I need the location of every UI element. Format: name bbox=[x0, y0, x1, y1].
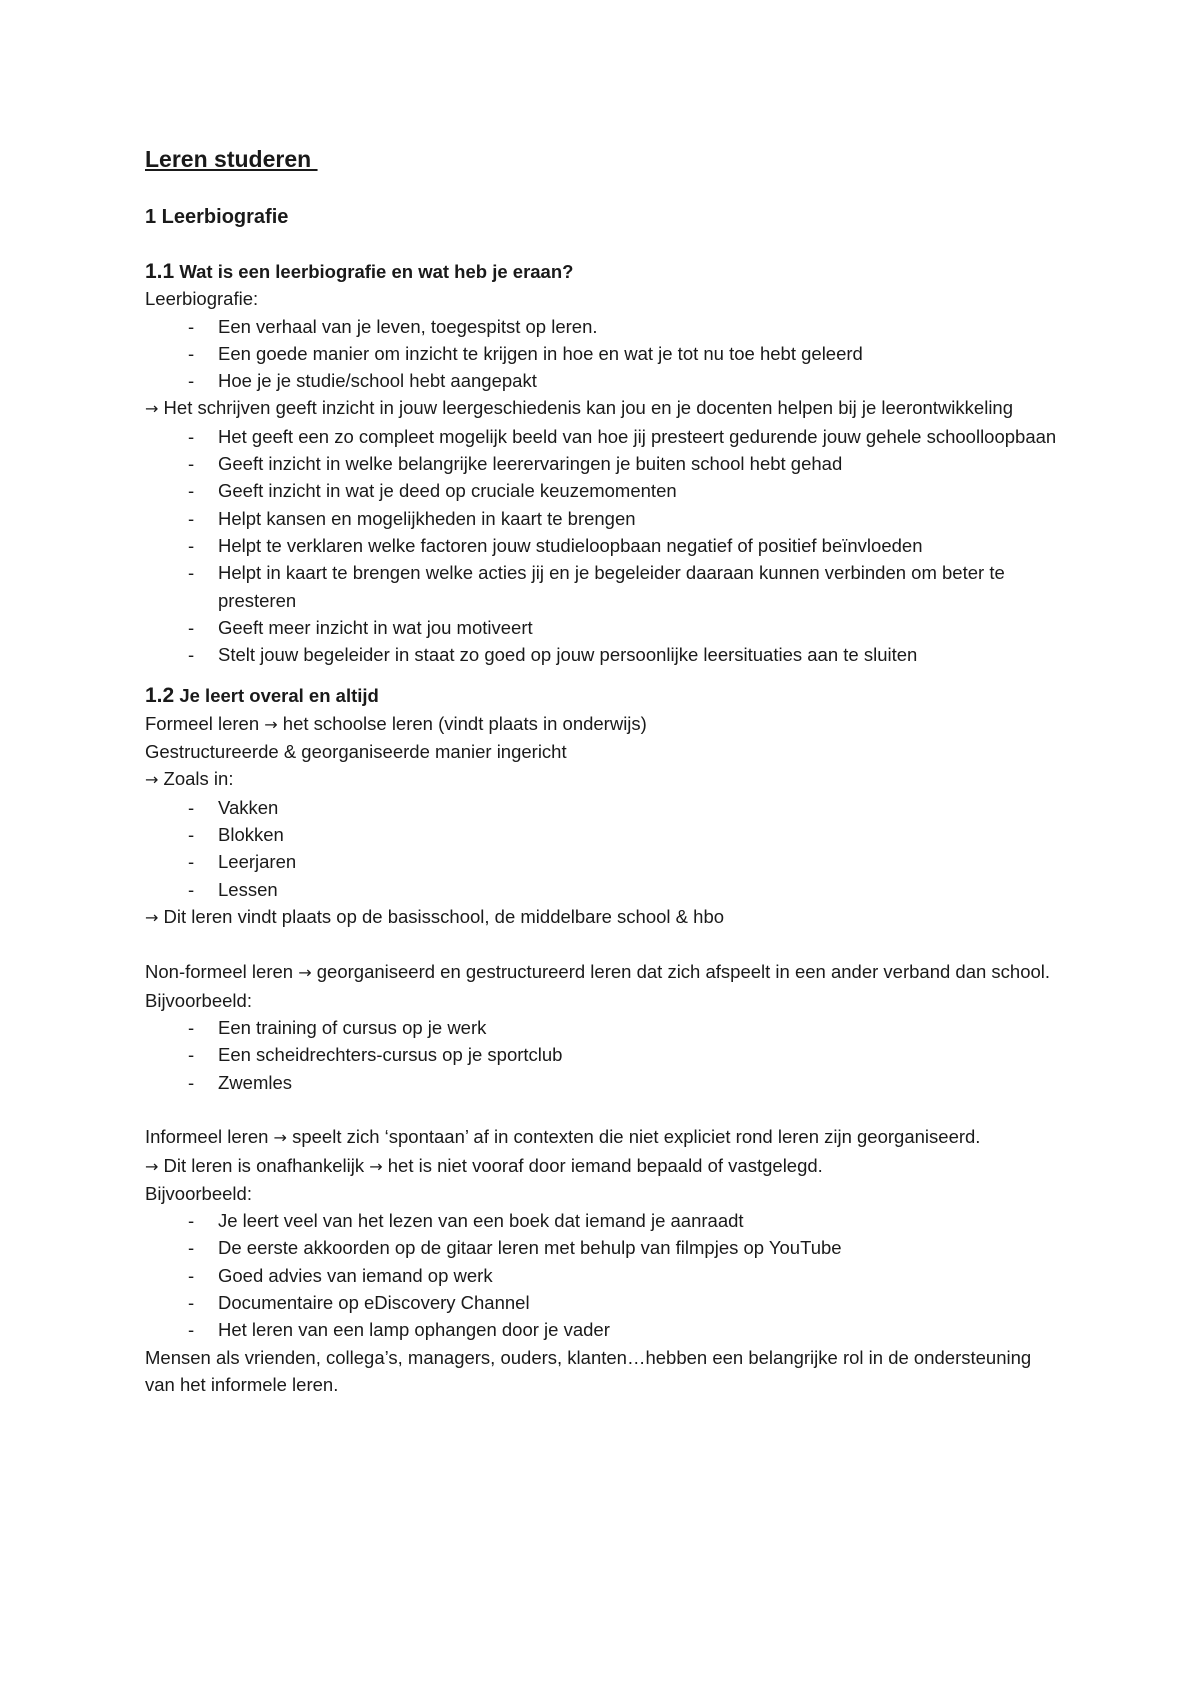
list-item: - Leerjaren bbox=[145, 848, 1065, 875]
benefits-list bbox=[145, 423, 1065, 669]
list-item: - Het leren van een lamp ophangen door je vader bbox=[145, 1316, 1065, 1343]
section-1-2-title: Je leert overal en altijd bbox=[174, 685, 379, 707]
example-label: Bijvoorbeeld: bbox=[145, 1182, 252, 1204]
formal-description: Gestructureerde & georganiseerde manier ingericht bbox=[145, 741, 567, 763]
formal-definition bbox=[145, 710, 1065, 738]
formal-list bbox=[145, 794, 1065, 903]
right-arrow-icon: → bbox=[145, 770, 159, 790]
list-item: - Het geeft een zo compleet mogelijk beeld van hoe jij presteert gedurende jouw gehele schoolloopbaan bbox=[145, 423, 1065, 450]
leerbiografie-term: Leerbiografie: bbox=[145, 288, 259, 310]
informal-independent bbox=[145, 1152, 1065, 1180]
list-item: - Zwemles bbox=[145, 1069, 1065, 1096]
list-item: - Je leert veel van het lezen van een boek dat iemand je aanraadt bbox=[145, 1207, 1065, 1234]
list-item: - Geeft meer inzicht in wat jou motiveert bbox=[145, 614, 1065, 641]
list-item: - Helpt kansen en mogelijkheden in kaart te brengen bbox=[145, 505, 1065, 532]
informal-independent-text: Dit leren is onafhankelijk bbox=[158, 1154, 370, 1176]
list-item: - Stelt jouw begeleider in staat zo goed op jouw persoonlijke leersituaties aan te sluiten bbox=[145, 641, 1065, 668]
list-item: - Goed advies van iemand op werk bbox=[145, 1262, 1065, 1289]
nonformal-definition bbox=[145, 958, 1065, 986]
section-1-1-title: Wat is een leerbiografie en wat heb je eraan? bbox=[174, 261, 574, 282]
zoals-text: Zoals in: bbox=[158, 768, 234, 790]
informal-text: speelt zich ‘spontaan’ af in contexten die niet expliciet rond leren zijn georganiseerd. bbox=[286, 1126, 981, 1148]
right-arrow-icon: → bbox=[145, 399, 159, 419]
list-item: - Een goede manier om inzicht te krijgen in hoe en wat je tot nu toe hebt geleerd bbox=[145, 340, 1065, 367]
section-1-2-number: 1.2 bbox=[145, 684, 175, 708]
informal-definition bbox=[145, 1123, 1065, 1151]
document-title: Leren studeren bbox=[145, 146, 318, 172]
formal-term: Formeel leren bbox=[145, 712, 265, 734]
list-item: - Hoe je je studie/school hebt aangepakt bbox=[145, 367, 1065, 394]
right-arrow-icon: → bbox=[145, 1156, 159, 1176]
list-item: - Vakken bbox=[145, 794, 1065, 821]
chapter-heading: 1 Leerbiografie bbox=[145, 206, 289, 228]
closing-paragraph: Mensen als vrienden, collega’s, managers, ouders, klanten…hebben een belangrijke rol in de ondersteuning van het informele leren. bbox=[145, 1346, 1032, 1395]
section-1-2-heading bbox=[145, 682, 1065, 709]
zoals-in bbox=[145, 765, 1065, 793]
list-item: - Helpt te verklaren welke factoren jouw studieloopbaan negatief of positief beïnvloeden bbox=[145, 532, 1065, 559]
right-arrow-icon: → bbox=[369, 1156, 383, 1176]
right-arrow-icon: → bbox=[273, 1128, 287, 1148]
nonformal-list bbox=[145, 1014, 1065, 1096]
list-item: - Een scheidrechters-cursus op je sportclub bbox=[145, 1041, 1065, 1068]
right-arrow-icon: → bbox=[145, 907, 159, 927]
nonformal-text: georganiseerd en gestructureerd leren dat zich afspeelt in een ander verband dan school. bbox=[311, 961, 1051, 983]
list-item: - Een verhaal van je leven, toegespitst op leren. bbox=[145, 313, 1065, 340]
formal-where bbox=[145, 903, 1065, 931]
formal-where-text: Dit leren vindt plaats op de basisschool, de middelbare school & hbo bbox=[158, 905, 725, 927]
document-content bbox=[145, 144, 1065, 1398]
formal-text: het schoolse leren (vindt plaats in onderwijs) bbox=[277, 712, 647, 734]
list-item: - De eerste akkoorden op de gitaar leren met behulp van filmpjes op YouTube bbox=[145, 1234, 1065, 1261]
list-item: - Helpt in kaart te brengen welke acties jij en je begeleider daaraan kunnen verbinden om beter te presteren bbox=[145, 559, 1065, 614]
list-item: - Blokken bbox=[145, 821, 1065, 848]
informal-term: Informeel leren bbox=[145, 1126, 274, 1148]
insight-paragraph bbox=[145, 394, 1065, 422]
definition-list bbox=[145, 313, 1065, 395]
right-arrow-icon: → bbox=[298, 963, 312, 983]
list-item: - Geeft inzicht in welke belangrijke leerervaringen je buiten school hebt gehad bbox=[145, 450, 1065, 477]
insight-text: Het schrijven geeft inzicht in jouw leergeschiedenis kan jou en je docenten helpen bij je leerontwikkeling bbox=[158, 397, 1014, 419]
informal-independent-detail: het is niet vooraf door iemand bepaald of vastgelegd. bbox=[382, 1154, 823, 1176]
right-arrow-icon: → bbox=[264, 714, 278, 734]
list-item: - Documentaire op eDiscovery Channel bbox=[145, 1289, 1065, 1316]
nonformal-term: Non-formeel leren bbox=[145, 961, 299, 983]
example-label: Bijvoorbeeld: bbox=[145, 989, 252, 1011]
list-item: - Lessen bbox=[145, 876, 1065, 903]
section-1-1-number: 1.1 bbox=[145, 260, 175, 283]
informal-list bbox=[145, 1207, 1065, 1343]
list-item: - Een training of cursus op je werk bbox=[145, 1014, 1065, 1041]
section-1-1-heading bbox=[145, 258, 1065, 285]
list-item: - Geeft inzicht in wat je deed op cruciale keuzemomenten bbox=[145, 477, 1065, 504]
